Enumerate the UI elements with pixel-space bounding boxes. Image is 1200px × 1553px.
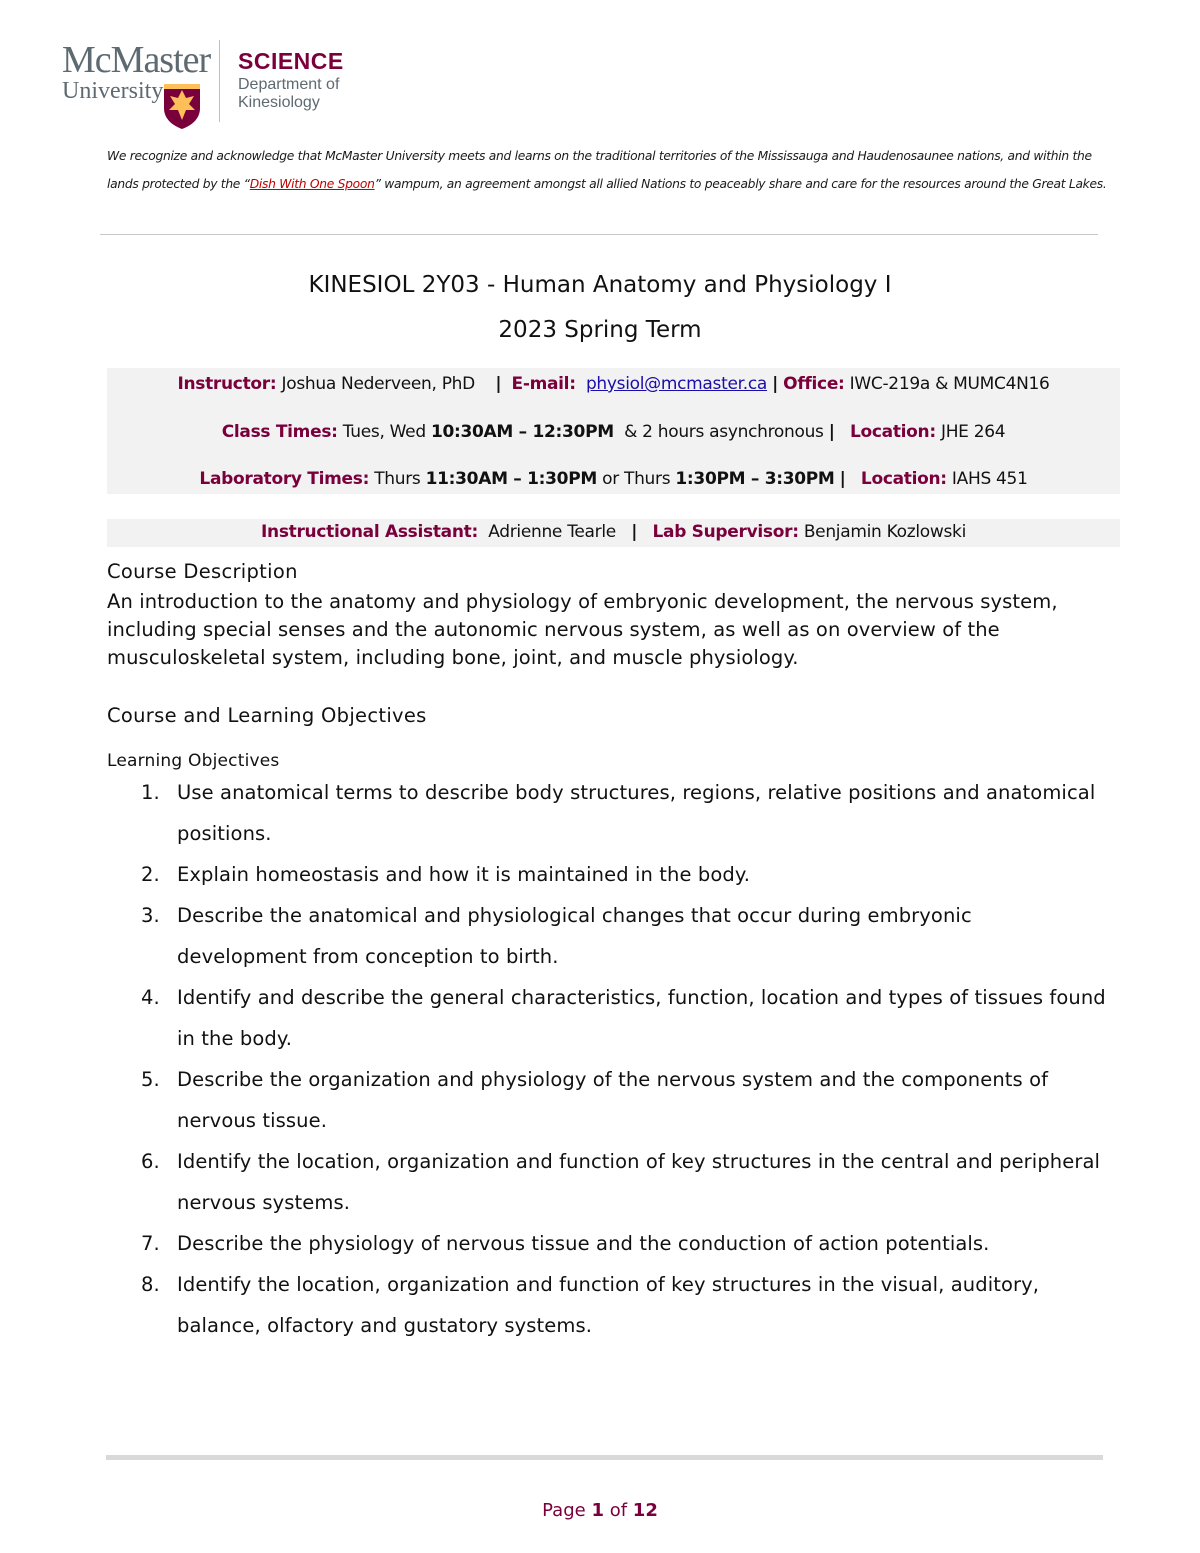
assistant-box	[107, 519, 1120, 547]
item-number: 7.	[141, 1232, 160, 1255]
objectives-heading: Course and Learning Objectives	[107, 704, 427, 727]
crest-icon	[162, 82, 202, 130]
supervisor-label: Lab Supervisor:	[652, 522, 799, 542]
page-word: Page	[542, 1500, 586, 1521]
logo-wordmark-university: University	[62, 78, 164, 104]
of-word: of	[609, 1500, 628, 1521]
item-number: 5.	[141, 1068, 160, 1091]
course-info-box	[107, 368, 1120, 494]
current-page: 1	[591, 1500, 604, 1521]
class-extra: & 2 hours asynchronous	[624, 422, 824, 442]
learning-objectives-list	[107, 772, 1107, 1346]
item-text: Describe the anatomical and physiological changes that occur during embryonic development from conception to birth.	[177, 904, 972, 968]
item-text: Identify and describe the general characteristics, function, location and types of tissues found in the body.	[177, 986, 1106, 1050]
item-number: 6.	[141, 1150, 160, 1173]
list-item	[107, 977, 1107, 1059]
class-times-line	[107, 422, 1120, 442]
item-text: Describe the organization and physiology of the nervous system and the components of nervous tissue.	[177, 1068, 1049, 1132]
email-label: E-mail:	[511, 374, 576, 394]
lab-time-1: 11:30AM – 1:30PM	[425, 469, 597, 489]
course-term: 2023 Spring Term	[498, 317, 702, 343]
item-text: Explain homeostasis and how it is maintained in the body.	[177, 863, 751, 886]
ia-label: Instructional Assistant:	[261, 522, 478, 542]
page-number	[0, 1500, 1200, 1521]
logo-wordmark-mcmaster: McMaster	[62, 39, 211, 81]
lab-times-line	[107, 469, 1120, 489]
item-number: 1.	[141, 781, 160, 804]
list-item	[107, 772, 1107, 854]
ia-name: Adrienne Tearle	[488, 522, 616, 542]
list-item	[107, 895, 1107, 977]
logo-faculty: SCIENCE	[238, 48, 344, 74]
item-number: 8.	[141, 1273, 160, 1296]
list-item	[107, 854, 1107, 895]
logo-department: Department of Kinesiology	[238, 76, 340, 111]
list-item	[107, 1059, 1107, 1141]
class-time: 10:30AM – 12:30PM	[430, 422, 614, 442]
list-item	[107, 1141, 1107, 1223]
assistant-line	[107, 522, 1120, 542]
class-location: JHE 264	[940, 422, 1006, 442]
land-acknowledgement	[107, 142, 1107, 198]
header-divider	[100, 234, 1098, 235]
item-text: Identify the location, organization and function of key structures in the central and peripheral nervous systems.	[177, 1150, 1101, 1214]
ack-text-before: We recognize and acknowledge that McMaster University meets and learns on the traditional territories of the Mississauga and Haudenosaunee nations, and within the lands protected by the “	[107, 149, 1092, 191]
lab-location: IAHS 451	[951, 469, 1028, 489]
item-number: 2.	[141, 863, 160, 886]
dish-with-one-spoon-link[interactable]: Dish With One Spoon	[249, 177, 375, 191]
item-text: Use anatomical terms to describe body structures, regions, relative positions and anatomical positions.	[177, 781, 1096, 845]
separator: |	[828, 422, 835, 442]
lab-or: or Thurs	[602, 469, 671, 489]
lab-time-2: 1:30PM – 3:30PM	[675, 469, 835, 489]
course-title: KINESIOL 2Y03 - Human Anatomy and Physiology I	[308, 272, 892, 298]
office-label: Office:	[783, 374, 845, 394]
item-number: 4.	[141, 986, 160, 1009]
class-days: Tues, Wed	[342, 422, 426, 442]
instructor-label: Instructor:	[177, 374, 277, 394]
class-location-label: Location:	[849, 422, 936, 442]
email-link[interactable]: physiol@mcmaster.ca	[585, 374, 768, 394]
lab-day: Thurs	[374, 469, 421, 489]
item-text: Identify the location, organization and function of key structures in the visual, auditory, balance, olfactory and gustatory systems.	[177, 1273, 1040, 1337]
office-value: IWC-219a & MUMC4N16	[849, 374, 1050, 394]
mcmaster-logo	[62, 40, 422, 122]
instructor-line	[107, 374, 1120, 394]
list-item	[107, 1223, 1107, 1264]
separator: |	[772, 374, 779, 394]
class-times-label: Class Times:	[221, 422, 338, 442]
footer-divider	[106, 1455, 1103, 1460]
list-item	[107, 1264, 1107, 1346]
supervisor-name: Benjamin Kozlowski	[803, 522, 966, 542]
course-description-heading: Course Description	[107, 560, 298, 583]
course-description-text: An introduction to the anatomy and physiology of embryonic development, the nervous system, including special senses and the autonomic nervous system, as well as on overview of the musculoskeletal system, including bone, joint, and muscle physiology.	[107, 590, 1058, 669]
ack-text-after: ” wampum, an agreement amongst all allied Nations to peaceably share and care for the resources around the Great Lakes.	[374, 177, 1107, 191]
item-text: Describe the physiology of nervous tissue and the conduction of action potentials.	[177, 1232, 990, 1255]
separator: |	[839, 469, 846, 489]
separator: |	[495, 374, 502, 394]
item-number: 3.	[141, 904, 160, 927]
instructor-name: Joshua Nederveen, PhD	[281, 374, 475, 394]
total-pages: 12	[632, 1500, 658, 1521]
lab-location-label: Location:	[860, 469, 947, 489]
learning-objectives-subheading: Learning Objectives	[107, 751, 280, 771]
lab-times-label: Laboratory Times:	[199, 469, 370, 489]
logo-divider	[219, 40, 220, 122]
separator: |	[631, 522, 638, 542]
